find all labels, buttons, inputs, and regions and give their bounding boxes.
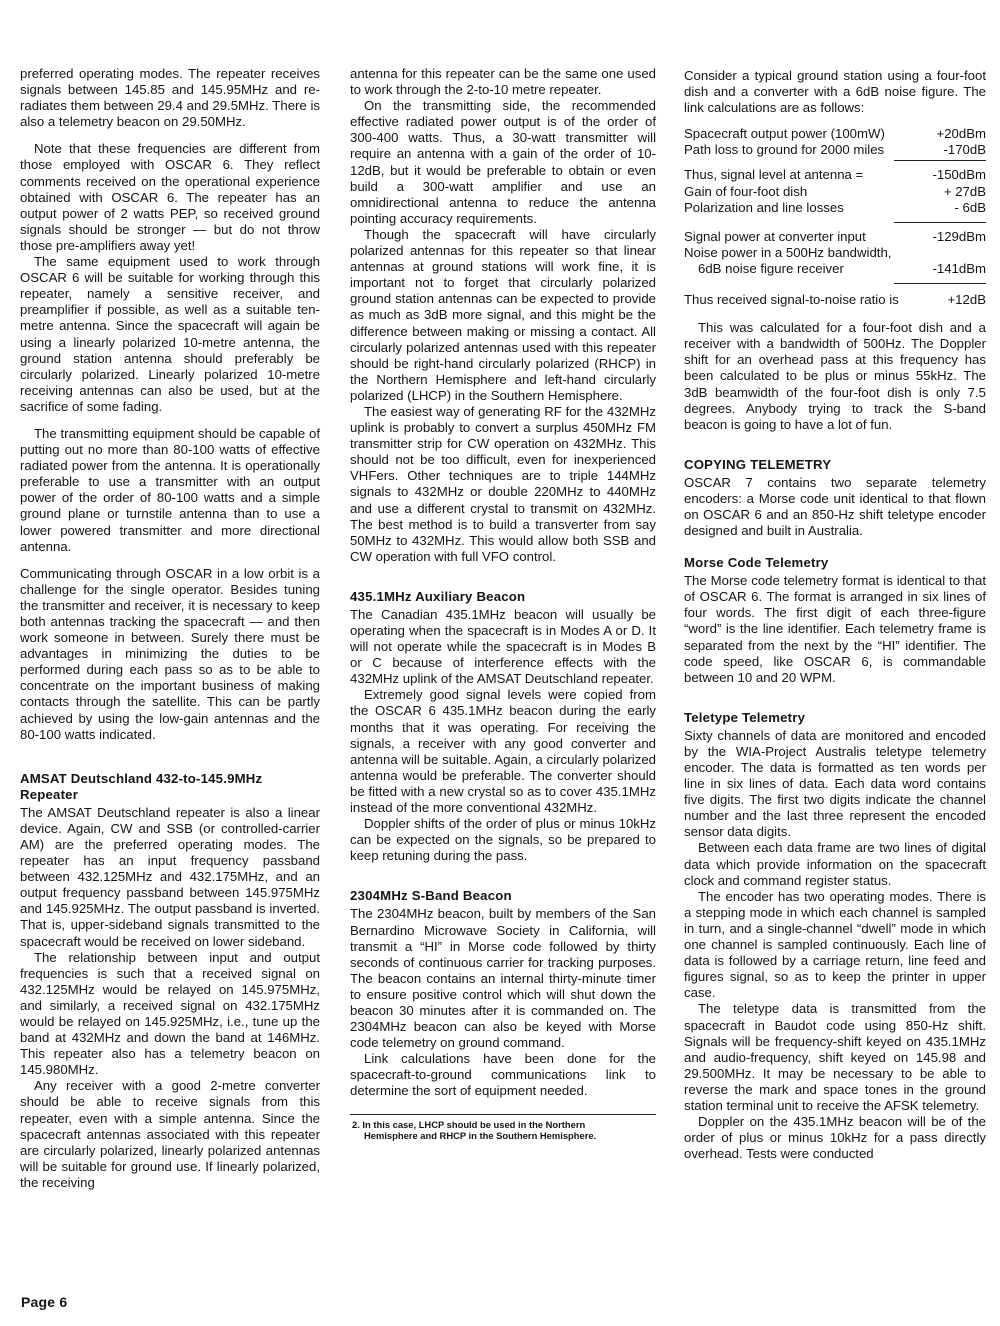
- paragraph: Sixty channels of data are monitored and encoded by the WIA-Project Australis teletype telemetry encoder. The data is formatted as ten words per line in six lines of data. Each data word contains five digits. The first two digits indicate the channel number and the last three represent the encoded sensor data digits.: [684, 727, 986, 840]
- paragraph: antenna for this repeater can be the same one used to work through the 2-to-10 metre repeater.: [350, 66, 656, 98]
- footnote-line: Hemisphere and RHCP in the Southern Hemisphere.: [364, 1129, 597, 1141]
- calc-row: [684, 245, 986, 261]
- paragraph: The relationship between input and output frequencies is such that a received signal on 432.125MHz would be relayed on 145.975MHz, and similarly, a received signal on 432.175MHz would be relayed on 145.925MHz, i.e., tune up the band at 432MHz and down the band at 146MHz. This repeater also has a telemetry beacon on 145.980MHz.: [20, 949, 320, 1078]
- paragraph: The Canadian 435.1MHz beacon will usually be operating when the spacecraft is in Modes A or D. It will not operate while the spacecraft is in Modes B or C because of interference effects with the 432MHz uplink of the AMSAT Deutschland repeater.: [350, 606, 656, 687]
- calc-label: Thus received signal-to-noise ratio is: [684, 292, 899, 308]
- paragraph: Extremely good signal levels were copied from the OSCAR 6 435.1MHz beacon during the early months that it was operating. For receiving the signals, a receiver with any good converter and antenna will be suitable. Again, a circularly polarized antenna would be preferable. The converter should be fitted with a new crystal so as to cover 435.1MHz instead of the more conventional 432MHz.: [350, 687, 656, 816]
- calc-row: [684, 142, 986, 158]
- paragraph: The transmitting equipment should be capable of putting out no more than 80-100 watts of effective radiated power from the antenna. It is operationally preferable to use a transmitter with an output power of the order of 80-100 watts and a simple ground plane or turnstile antenna than to use a lower powered transmitter and more directional antenna.: [20, 425, 320, 554]
- paragraph: Communicating through OSCAR in a low orbit is a challenge for the single operator. Besides tuning the transmitter and receiver, it is necessary to keep both antennas tracking the spacecraft — and then work someone in between. Surely there must be advantages in minimizing the duties to be performed during each pass so as to be able to concentrate on the important business of making contacts through the satellite. This can be partly achieved by using the low-gain antennas and the 80-100 watts indicated.: [20, 565, 320, 742]
- calc-label: Path loss to ground for 2000 miles: [684, 142, 885, 158]
- calc-row: [684, 261, 986, 277]
- calc-label: Thus, signal level at antenna =: [684, 167, 864, 183]
- calc-value: -141dBm: [932, 260, 986, 276]
- link-calculation-table: [684, 126, 986, 308]
- paragraph: Though the spacecraft will have circularly polarized antennas for this repeater so that linear antennas at ground stations will work fine, it is important not to forget that circularly polarized ground station antennas can be expected to provide as much as 3dB more signal, and this might be the difference between making or missing a contact. All circularly polarized antennas used with this repeater should be right-hand circularly polarized (RHCP) in the Northern Hemisphere and left-hand circularly polarized (LHCP) in the Southern Hemisphere.: [350, 226, 656, 403]
- calc-value: - 6dB: [954, 199, 986, 215]
- calc-value: +20dBm: [936, 126, 986, 142]
- paragraph: The Morse code telemetry format is identical to that of OSCAR 6. The format is arranged in six lines of four words. The first digit of each three-figure “word” is the line identifier. Each telemetry frame is separated from the next by the “HI” identifier. The code speed, like OSCAR 6, is commandable between 10 and 20 WPM.: [684, 573, 986, 685]
- paragraph: Between each data frame are two lines of digital data which provide information on the spacecraft clock and command register status.: [684, 840, 986, 888]
- paragraph: Note that these frequencies are different from those employed with OSCAR 6. They reflect comments received on the operational experience obtained with OSCAR 6. The repeater has an output power of 2 watts PEP, so received ground signals should be stronger — but do not throw those pre-amplifiers away yet!: [20, 141, 320, 253]
- section-heading: Teletype Telemetry: [684, 709, 806, 725]
- paragraph: Any receiver with a good 2-metre converter should be able to receive signals from this repeater, even with a simple antenna. Since the spacecraft antennas associated with this repeater are circularly polarized, linearly polarized antennas will be suitable for ground use. If linearly polarized, the receiving: [20, 1078, 320, 1190]
- paragraph: OSCAR 7 contains two separate telemetry encoders: a Morse code unit identical to that flown on OSCAR 6 and an 850-Hz shift teletype encoder designed and built in Australia.: [684, 474, 986, 539]
- calc-row: [684, 126, 986, 142]
- calc-label: Noise power in a 500Hz bandwidth,: [684, 244, 892, 260]
- calc-label: Spacecraft output power (100mW): [684, 126, 885, 142]
- paragraph: The encoder has two operating modes. There is a stepping mode in which each channel is sampled in turn, and a single-channel “dwell” mode in which one channel is sampled continuously. Each line of data is followed by a carriage return, line feed and figures signal, so as to keep the printer in upper case.: [684, 888, 986, 1001]
- section-heading: AMSAT Deutschland 432-to-145.9MHz Repeater: [20, 770, 263, 802]
- calc-rule: [894, 160, 986, 161]
- paragraph: preferred operating modes. The repeater receives signals between 145.85 and 145.95MHz and re-radiates them between 29.4 and 29.5MHz. There is also a telemetry beacon on 29.50MHz.: [20, 66, 320, 130]
- calc-value: -129dBm: [932, 228, 986, 244]
- calc-value: +12dB: [947, 292, 986, 308]
- section-heading: 2304MHz S-Band Beacon: [350, 888, 512, 904]
- column-2: [350, 66, 656, 1141]
- calc-row: [684, 229, 986, 245]
- paragraph: Consider a typical ground station using a four-foot dish and a converter with a 6dB noise figure. The link calculations are as follows:: [684, 68, 986, 116]
- calc-row: [684, 167, 986, 183]
- paragraph: The 2304MHz beacon, built by members of the San Bernardino Microwave Society in California, will transmit a “HI” in Morse code followed by thirty seconds of continuous carrier for tracking purposes. The beacon contains an internal thirty-minute timer to ensure positive control which will shut down the beacon 30 minutes after it is commanded on. The 2304MHz beacon can also be keyed with Morse code telemetry on ground command.: [350, 906, 656, 1051]
- calc-rule: [894, 283, 986, 284]
- calc-row: [684, 184, 986, 200]
- paragraph: The AMSAT Deutschland repeater is also a linear device. Again, CW and SSB (or controlled-carrier AM) are the preferred operating modes. The repeater has an input frequency passband between 432.125MHz and 432.175MHz, and an output frequency passband between 145.975MHz and 145.925MHz. The output passband is inverted. That is, upper-sideband signals transmitted to the spacecraft would be received on lower sideband.: [20, 804, 320, 949]
- paragraph: This was calculated for a four-foot dish and a receiver with a bandwidth of 500Hz. The Doppler shift for an overhead pass at this frequency has been calculated to be plus or minus 55kHz. The 3dB beamwidth of the four-foot dish is only 7.5 degrees. Anybody trying to track the S-band beacon is going to have a lot of fun.: [684, 320, 986, 432]
- column-3: [684, 68, 986, 1162]
- footnote-line: 2. In this case, LHCP should be used in the Northern: [352, 1118, 586, 1130]
- footnote: [350, 1119, 656, 1141]
- paragraph: On the transmitting side, the recommended effective radiated power output is of the order of 300-400 watts. Thus, a 30-watt transmitter will require an antenna with a gain of the order of 10-12dB, but it would be preferable to obtain or even build a 300-watt amplifier and use an omnidirectional antenna to reduce the antenna pointing accuracy requirements.: [350, 98, 656, 226]
- page-number: Page 6: [21, 1294, 68, 1310]
- calc-label: 6dB noise figure receiver: [698, 260, 844, 276]
- calc-label: Polarization and line losses: [684, 199, 844, 215]
- paragraph: The same equipment used to work through OSCAR 6 will be suitable for working through this repeater, namely a sensitive receiver, and preamplifier if possible, as well as a suitable ten-metre antenna. Since the spacecraft will again be using a linearly polarized 10-metre antenna, the ground station antenna should preferably be circularly polarized. Linearly polarized 10-metre receiving antennas can also be used, but at the sacrifice of some fading.: [20, 254, 320, 414]
- footnote-divider: [350, 1114, 656, 1115]
- calc-label: Gain of four-foot dish: [684, 183, 808, 199]
- section-heading: COPYING TELEMETRY: [684, 456, 832, 472]
- calc-row: [684, 292, 986, 308]
- paragraph: Doppler on the 435.1MHz beacon will be of the order of plus or minus 10kHz for a pass directly overhead. Tests were conducted: [684, 1114, 986, 1162]
- calc-value: -150dBm: [932, 167, 986, 183]
- calc-value: -170dB: [943, 142, 986, 158]
- section-heading: Morse Code Telemetry: [684, 555, 829, 571]
- calc-value: + 27dB: [943, 183, 986, 199]
- calc-row: [684, 200, 986, 216]
- paragraph: The easiest way of generating RF for the 432MHz uplink is probably to convert a surplus 450MHz FM transmitter strip for CW operation on 432MHz. This should not be too difficult, even for inexperienced VHFers. Other techniques are to triple 144MHz signals to 432MHz or double 220MHz to 440MHz and use a different crystal to transmit on 432MHz. The best method is to build a transverter from say 50MHz to 432MHz. This would allow both SSB and CW operation with full VFO control.: [350, 403, 656, 564]
- column-1: [20, 66, 320, 1191]
- calc-label: Signal power at converter input: [684, 228, 866, 244]
- paragraph: Doppler shifts of the order of plus or minus 10kHz can be expected on the signals, so be prepared to keep retuning during the pass.: [350, 816, 656, 864]
- section-heading: 435.1MHz Auxiliary Beacon: [350, 588, 526, 604]
- paragraph: The teletype data is transmitted from the spacecraft in Baudot code using 850-Hz shift. Signals will be frequency-shift keyed on 435.1MHz and audio-frequency, shift keyed on 145.98 and 29.500MHz. It may be necessary to be able to reverse the mark and space tones in the ground station terminal unit to receive the AFSK telemetry.: [684, 1001, 986, 1113]
- paragraph: Link calculations have been done for the spacecraft-to-ground communications link to determine the sort of equipment needed.: [350, 1051, 656, 1099]
- calc-rule: [894, 222, 986, 223]
